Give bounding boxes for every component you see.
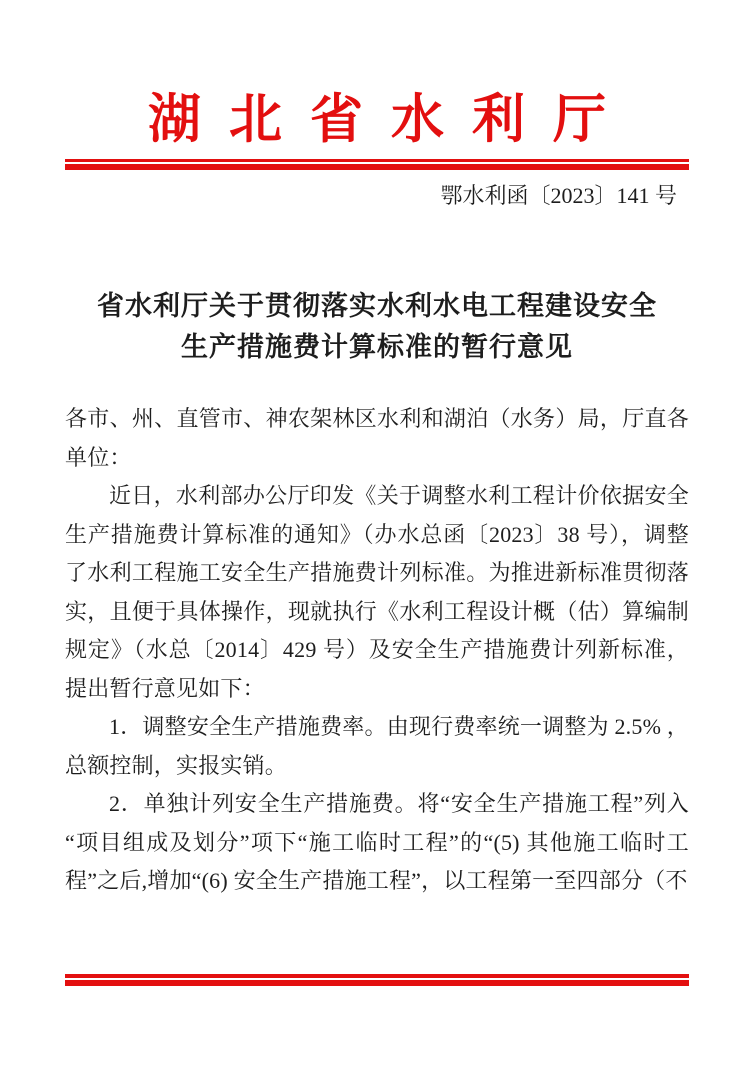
header-divider-thick-bar (65, 164, 689, 170)
body-paragraph-item-2: 2．单独计列安全生产措施费。将“安全生产措施工程”列入“项目组成及划分”项下“施工临时工程”的“(5) 其他施工临时工程”之后,增加“(6) 安全生产措施工程”，以工程第一至四部分（不 (65, 791, 689, 893)
body-paragraph-intro: 近日，水利部办公厅印发《关于调整水利工程计价依据安全生产措施费计算标准的通知》（办水总函〔2023〕38 号），调整了水利工程施工安全生产措施费计列标准。为推进新标准贯彻落实，且便于具体操作，现就执行《水利工程设计概（估）算编制规定》（水总〔2014〕429 号）及安全生产措施费计列新标准，提出暂行意见如下： (65, 483, 689, 701)
agency-header-title: 湖北省水利厅 (148, 91, 634, 149)
document-body (65, 400, 689, 901)
document-title-line-2: 生产措施费计算标准的暂行意见 (181, 332, 573, 362)
addressee-line: 各市、州、直管市、神农架林区水利和湖泊（水务）局，厅直各单位： (65, 406, 689, 470)
document-title (40, 286, 714, 368)
body-paragraph-item-1: 1．调整安全生产措施费率。由现行费率统一调整为 2.5% ，总额控制，实报实销。 (65, 714, 689, 778)
document-reference-number: 鄂水利函〔2023〕141 号 (440, 183, 677, 208)
header-divider (65, 159, 689, 170)
footer-divider (65, 974, 689, 986)
document-title-line-1: 省水利厅关于贯彻落实水利水电工程建设安全 (97, 291, 657, 321)
footer-divider-thick-bar (65, 980, 689, 986)
